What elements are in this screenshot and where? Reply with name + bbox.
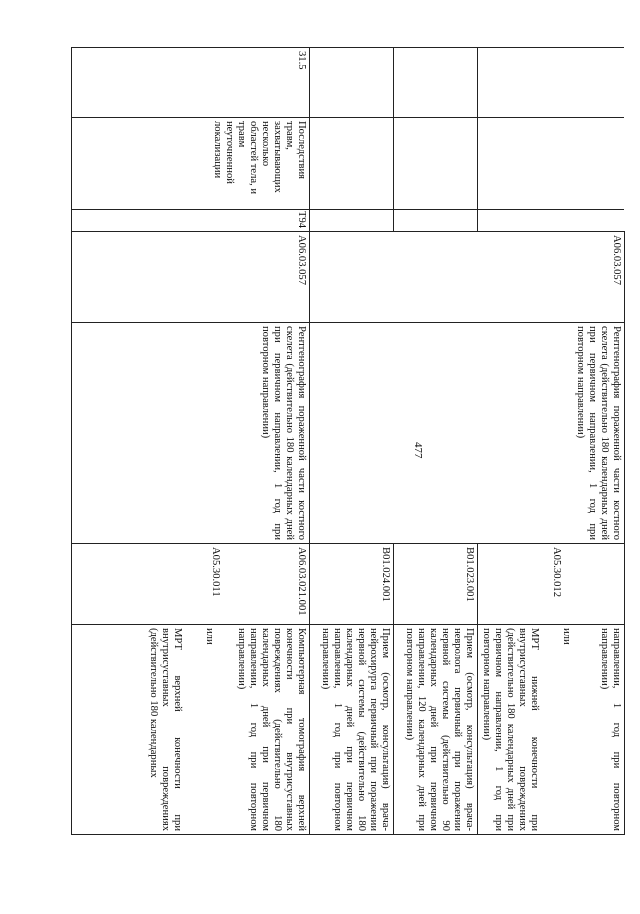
diagnostic-description: Рентгенография пораженной части костного скелета (действительно 180 календарных дней при первичном направлении, 1 год при повторном направлении): [260, 326, 307, 540]
or-label: или: [204, 628, 215, 645]
additional-code: A05.30.012: [551, 547, 562, 598]
icd-code-cell: [394, 210, 478, 232]
additional-description: Компьютерная томография верхней конечности при внутрисуставных повреждениях (действительно 180 календарных дней при первичном направлении, 1 год при повторном направлении): [236, 628, 307, 831]
additional-code: A05.30.011: [210, 547, 221, 597]
additional-description-cell: [394, 625, 478, 835]
diagnostic-code: A06.03.057: [611, 235, 622, 286]
row-number-cell: [72, 48, 310, 118]
icd-code-cell: [310, 210, 394, 232]
additional-description: Прием (осмотр, консультация) врача-нейрохирурга первичный при поражении нервной системы (действительно 180 календарных дней при первичном направлении, 1 год при повторном направлении): [320, 628, 391, 831]
additional-code: A06.03.021.001: [296, 547, 307, 616]
additional-code: B01.024.001: [380, 547, 391, 602]
diagnostic-description: Рентгенография пораженной части костного скелета (действительно 180 календарных дней при первичном направлении, 1 год при повторном направлении): [575, 326, 622, 540]
condition-name-cell: [478, 118, 625, 210]
additional-description-cell: [478, 625, 625, 835]
rotated-page-content: [81, 47, 625, 834]
condition-name-cell: [394, 118, 478, 210]
page-number: 477: [412, 442, 424, 459]
additional-code: B01.023.001: [464, 547, 475, 602]
condition-name: Последствия травм, захватывающих несколько областей тела, и травм неуточненной локализации: [212, 121, 307, 195]
table-row: [72, 48, 310, 835]
row-number-cell: [310, 48, 394, 118]
additional-code-cell: [310, 544, 394, 625]
medical-standards-table: [71, 47, 625, 835]
additional-code-cell: [394, 544, 478, 625]
diagnostic-description-cell: [310, 323, 625, 544]
additional-description-cell: [310, 625, 394, 835]
additional-description: МРТ нижней конечности при внутрисуставных повреждениях (действительно 180 календарных дней при первичном направлении, 1 год при повторном направлении): [481, 628, 540, 831]
row-number: 31.5: [296, 51, 307, 70]
icd-code: T94: [296, 211, 307, 229]
diagnostic-code-cell: [310, 232, 625, 323]
additional-description: МРТ верхней конечности при внутрисуставных повреждениях (действительно 180 календарных: [148, 628, 183, 831]
row-number-cell: [478, 48, 625, 118]
additional-description-cell: [72, 625, 310, 835]
icd-code-cell: [478, 210, 625, 232]
additional-code-cell: [72, 544, 310, 625]
row-number-cell: [394, 48, 478, 118]
diagnostic-code: A06.03.057: [296, 235, 307, 286]
or-label: или: [561, 628, 572, 645]
condition-name-cell: [310, 118, 394, 210]
icd-code-cell: [72, 210, 310, 232]
condition-name-cell: [72, 118, 310, 210]
additional-description-continued: направлении, 1 год при повторном направлении): [599, 628, 622, 831]
diagnostic-description-cell: [72, 323, 310, 544]
table-row: [478, 48, 625, 835]
additional-description: Прием (осмотр, консультация) врача-невролога первичный при поражении нервной системы (действительно 90 календарных дней при первичном направлении, 120 календарных дней при повторном направлении): [404, 628, 475, 831]
additional-code-cell: [478, 544, 625, 625]
diagnostic-code-cell: [72, 232, 310, 323]
